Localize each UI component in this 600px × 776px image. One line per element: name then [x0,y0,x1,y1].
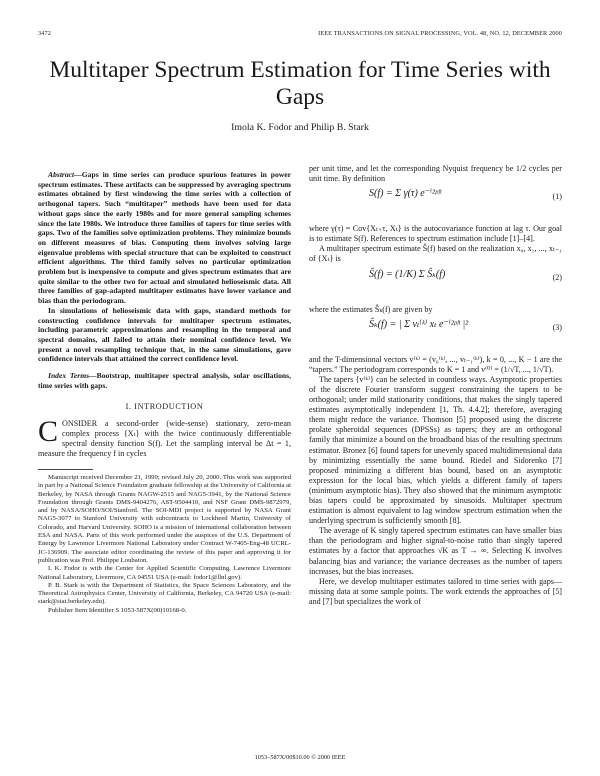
intro-lead-word: ONSIDER [62,418,98,428]
footnote-identifier: Publisher Item Identifier S 1053-587X(00)10168-0. [48,606,187,614]
equation-1-number: (1) [552,192,562,202]
section-heading-introduction: I. INTRODUCTION [125,402,204,412]
equation-2 [309,268,562,302]
equation-1 [309,187,562,221]
paragraph-multitaper: A multitaper spectrum estimate Ŝ(f) based on the realization x₀, x₁, ..., xₜ₋₁ of {Xₜ} is [309,244,562,264]
paragraph-nyquist: per unit time, and let the corresponding Nyquist frequency be 1/2 cycles per unit time. By definition [309,164,562,184]
equation-3-number: (3) [552,322,562,332]
drop-cap: C [38,414,59,448]
index-terms-text: Bootstrap, multitaper spectral analysis, solar oscillations, time series with gaps. [38,371,291,390]
left-column [38,170,291,615]
equation-2-body: Ŝ(f) = (1/K) Σ Ŝₖ(f) [369,268,446,280]
equation-3-body: Ŝₖ(f) = | Σ vₜ⁽ᵏ⁾ xₜ e⁻ⁱ²ᵖᶠᵗ |² [369,318,469,330]
equation-1-body: S(f) = Σ γ(τ) e⁻ⁱ²ᵖᶠᵗ [369,188,442,200]
paragraph-taper-selection: The tapers {v⁽ᵏ⁾} can be selected in countless ways. Asymptotic properties of the discrete Fourier transform suggest constraining the tapers to be orthogonal; under mild stationarity conditions, that makes the singly tapered estimates asymptotically independent [1, Th. 4.4.2]; therefore, averaging them might reduce the variance. Thomson [5] proposed using the discrete prolate spheroidal sequences (DPSSs) as tapers; they are an orthogonal family that minimize a bound on the broadband bias of the resulting spectrum estimator. Bronez [6] found tapers for unevenly spaced multidimensional data by minimizing essentially the same bound. Riedel and Sidorenko [7] proposed minimizing a different bias bound, based on an asymptotic expression for the local bias, which yields a different family of tapers (minimum asymptotic bias). They also showed that the minimum asymptotic bias tapers could be approximated by sinusoids. Multitaper spectrum estimation is almost equivalent to lag window spectrum estimation when the underlying spectrum is sufficiently smooth [8]. [309,374,562,526]
paragraph-estimates: where the estimates Ŝₖ(f) are given by [309,304,433,314]
index-terms [38,371,291,390]
page-number: 3472 [38,30,51,37]
paper-title: Multitaper Spectrum Estimation for Time Series with Gaps [49,57,551,110]
footnote-fodor: I. K. Fodor is with the Center for Applied Scientific Computing, Lawrence Livermore National Laboratory, Livermore, CA 94551 USA (e-mail: fodor1@llnl.gov). [38,565,291,581]
running-header [38,30,562,42]
intro-text: a second-order (wide-sense) stationary, zero-mean complex process {Xₜ} with the twice continuously differentiable spectral density function S(f). Let the sampling interval be Δt = 1, measure the frequency f in cycles [38,418,291,458]
index-terms-label: Index Terms— [48,371,97,381]
abstract [38,170,291,364]
abstract-label: Abstract— [48,170,82,179]
footnote-stark: P. B. Stark is with the Department of Statistics, the Space Sciences Laboratory, and the Theoretical Astrophysics Center, University of California, Berkeley, CA 94720 USA (e-mail: stark@stat.berkeley.edu). [38,581,291,606]
paragraph-autocovariance: where γ(τ) = Cov{Xₜ₊τ, Xₜ} is the autocovariance function at lag τ. Our goal is to estimate S(f). References to spectrum estimation include [1]–[4]. [309,224,562,244]
equation-3 [309,318,562,352]
abstract-text-1: Gaps in time series can produce spurious features in power spectrum estimates. These artifacts can be suppressed by averaging spectrum estimates obtained by first windowing the time series with a collection of orthogonal tapers. Such “multitaper” methods have been used for data without gaps since the early 1980s and for more general sampling schemes since the late 1980s. We introduce three families of tapers for time series with gaps. Two of the families solve optimization problems. They minimize bounds on different measures of bias. Computing them involves solving large eigenvalue problems with special structure that can be exploited to construct efficient algorithms. The third family solves no particular optimization problem but is inexpensive to compute and gives spectrum estimates that are quite similar to the other two for actual and simulated helioseismic data. All three families of gap-adapted multitaper estimates have lower variance and bias than the periodogram. [38,170,291,306]
footnotes [38,474,291,615]
paragraph-tapers: and the T-dimensional vectors v⁽ᵏ⁾ = (v₀⁽ᵏ⁾, ..., vₜ₋₁⁽ᵏ⁾), k = 0, ..., K − 1 are the “tapers.” The periodogram corresponds to K = 1 and v⁽⁰⁾ = (1/√T, ..., 1/√T). [309,354,562,374]
equation-2-number: (2) [552,272,562,282]
right-column [309,164,562,607]
paragraph-gaps: Here, we develop multitaper estimates tailored to time series with gaps—missing data at some sample points. The work extends the approaches of [5] and [7] but specializes the work of [309,576,562,606]
introduction-paragraph [38,414,291,459]
journal-name: IEEE TRANSACTIONS ON SIGNAL PROCESSING, VOL. 48, NO. 12, DECEMBER 2000 [318,30,562,37]
paper-authors: Imola K. Fodor and Philip B. Stark [231,122,369,133]
footnote-divider [38,469,93,470]
abstract-paragraph-2: In simulations of helioseismic data with gaps, standard methods for constructing confidence intervals for multitaper spectrum estimates, including parametric approximations and resampling in the temporal and spectral domains, all failed to attain their nominal confidence level. We present a novel resampling technique that, in the same simulations, gave confidence intervals that attained the correct confidence level. [38,305,291,364]
paragraph-average: The average of K singly tapered spectrum estimates can have smaller bias than the periodogram and higher signal-to-noise ratio than singly tapered estimates by a factor that approaches √K as T → ∞. Selecting K involves balancing bias and variance; the variance decreases as the number of tapers increases, but the bias increases. [309,526,562,576]
abstract-paragraph-1 [38,170,291,306]
copyright-footer: 1053–587X/00$10.00 © 2000 IEEE [254,754,346,761]
footnote-received: Manuscript received December 21, 1999; revised July 20, 2000. This work was supported in part by a National Science Foundation graduate fellowship at the University of California at Berkeley, by NASA through Grants NAGW-2515 and NAG5-3941, by the National Science Foundation through Grants DMS-9404276, AST-9504410, and NSF Grant DMS-9872979, and by NASA/SOHO/SOI/Stanford. The SOI-MDI project is supported by NASA Grant NAG5-3077 to Stanford University with subcontracts to Lockheed Martin, University of Colorado, and Harvard University. SOHO is a mission of international collaboration between ESA and NASA. Parts of this work performed under the auspices of the U.S. Department of Energy by Lawrence Livermore National Laboratory under Contract W-7405-Eng-48 UCRL-JC-136909. The associate editor coordinating the review of this paper and approving it for publication was Prof. Philippe Loubaton. [38,473,291,564]
